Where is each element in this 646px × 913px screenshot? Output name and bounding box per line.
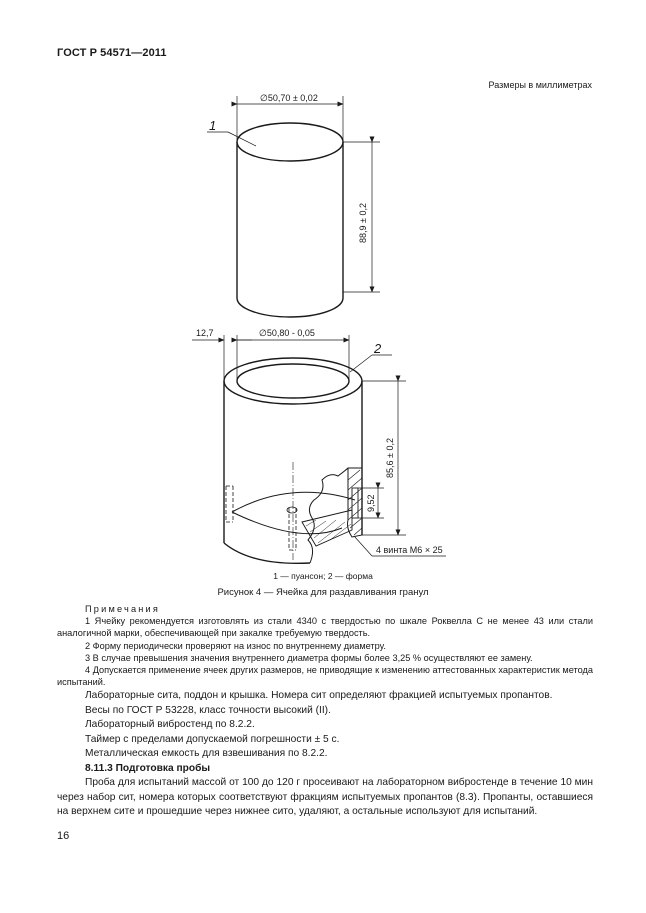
notes-heading: Примечания	[85, 604, 161, 614]
body-text	[57, 689, 593, 820]
slot-height-label: 9,52	[366, 494, 376, 512]
form-number-label: 2	[374, 341, 382, 356]
punch-drawing	[207, 96, 380, 317]
form-wall-label: 12,7	[196, 328, 214, 338]
section-title: 8.11.3 Подготовка пробы	[85, 762, 211, 774]
note-item: 2 Форму периодически проверяют на износ по внутреннему диаметру.	[85, 640, 386, 651]
body-paragraph: Металлическая емкость для взвешивания по 8.2.2.	[85, 748, 328, 759]
notes-block	[57, 603, 593, 688]
figure-legend: 1 — пуансон; 2 — форма	[273, 571, 373, 581]
screws-label: 4 винта М6 × 25	[376, 545, 443, 555]
note-item: 3 В случае превышения значения внутреннего диаметра формы более 3,25 % осуществляют ее замену.	[85, 652, 533, 663]
section-paragraph: Проба для испытаний массой от 100 до 120 г просеивают на лабораторном вибростенде в течение 10 мин через набор сит, номера которых соответствуют фракциям испытуемых пропантов (8.3). Пропанты, оставшиеся на верхнем сите и прошедшие через нижнее сито, удаляют, а остальные используют для испытаний.	[57, 777, 593, 817]
body-paragraph: Таймер с пределами допускаемой погрешности ± 5 с.	[85, 733, 340, 745]
punch-number-label: 1	[209, 118, 217, 133]
form-drawing	[192, 335, 446, 563]
body-paragraph: Весы по ГОСТ Р 53228, класс точности высокий (II).	[85, 704, 331, 716]
note-item: 4 Допускается применение ячеек других размеров, не приводящие к изменению аттестованных характеристик метода испытаний.	[57, 665, 593, 688]
form-height-label: 85,6 ± 0,2	[385, 438, 395, 478]
figure-caption: Рисунок 4 — Ячейка для раздавливания гранул	[217, 587, 429, 598]
note-item: 1 Ячейку рекомендуется изготовлять из стали 4340 с твердостью по шкале Роквелла С не менее 43 или стали аналогичной марки, обеспечивающей при закалке требуемую твердость.	[57, 616, 593, 639]
body-paragraph: Лабораторные сита, поддон и крышка. Номера сит определяют фракцией испытуемых пропантов.	[85, 690, 553, 701]
units-note: Размеры в миллиметрах	[488, 80, 592, 90]
form-diameter-label: ∅50,80 - 0,05	[259, 328, 315, 338]
page-number: 16	[57, 830, 70, 842]
punch-diameter-label: ∅50,70 ± 0,02	[260, 93, 318, 103]
document-header: ГОСТ Р 54571—2011	[57, 47, 167, 59]
body-paragraph: Лабораторный вибростенд по 8.2.2.	[85, 719, 255, 730]
punch-height-label: 88,9 ± 0,2	[358, 203, 368, 243]
